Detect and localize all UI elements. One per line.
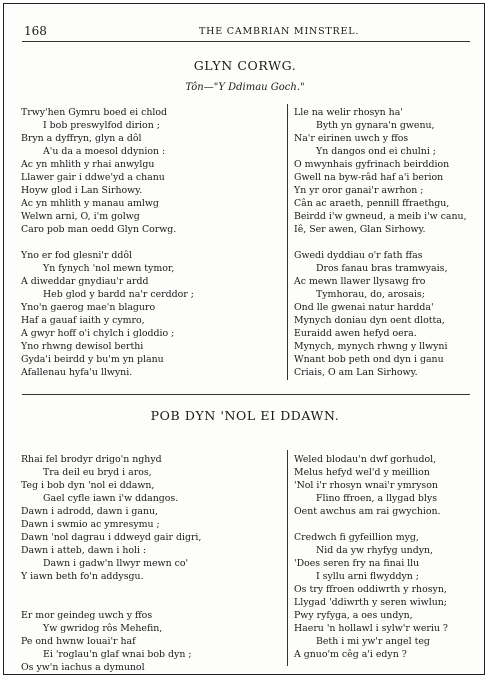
poem-line: Ei 'roglau'n glaf wnai bob dyn ;: [43, 649, 192, 660]
poem-line: Er mor geindeg uwch y ffos: [21, 610, 153, 621]
song-tune: Tôn—"Y Ddimau Goch.": [185, 82, 305, 93]
poem-line: Yn yr oror ganai'r awrhon ;: [294, 185, 424, 196]
poem-line: Caro pob man oedd Glyn Corwg.: [21, 224, 177, 235]
poem-line: Oent awchus am rai gwychion.: [294, 506, 441, 517]
poem-line: Dros fanau bras tramwyais,: [316, 263, 448, 274]
stanza-break: [21, 583, 201, 596]
poem-line: A gnuo'm cêg a'i edyn ?: [294, 649, 407, 660]
poem-line: Dawn i adrodd, dawn i ganu,: [21, 506, 159, 517]
poem-line: Ac mewn llawer llysawg fro: [294, 276, 426, 287]
header-rule: [22, 41, 470, 42]
running-title: THE CAMBRIAN MINSTREL.: [199, 26, 360, 37]
poem-line: Yno er fod glesni'r ddôl: [21, 250, 133, 261]
poem-line: O mwynhais gyfrinach beirddion: [294, 159, 450, 170]
poem-line: Pwy ryfyga, a oes undyn,: [294, 610, 413, 621]
song2-right-column: [294, 453, 448, 661]
poem-line: Nid da yw rhyfyg undyn,: [316, 545, 434, 556]
stanza-break: [21, 596, 201, 609]
poem-line: Gwell na byw-râd haf a'i berion: [294, 172, 444, 183]
poem-line: Cân ac araeth, pennill ffraethgu,: [294, 198, 450, 209]
poem-line: A gwyr hoff o'i chylch i gloddio ;: [21, 328, 175, 339]
poem-line: Heb glod y bardd na'r cerddor ;: [43, 289, 194, 300]
poem-line: Wnant bob peth ond dyn i ganu: [294, 354, 444, 365]
poem-line: Na'r eirinen uwch y ffos: [294, 133, 409, 144]
book-page: [3, 3, 485, 675]
poem-line: Ac yn mhlith y rhai anwylgu: [21, 159, 155, 170]
poem-line: Beirdd i'w gwneud, a meib i'w canu,: [294, 211, 467, 222]
poem-line: Melus hefyd wel'd y meillion: [294, 467, 430, 478]
poem-line: Os yw'n iachus a dymunol: [21, 662, 145, 673]
poem-line: Dawn i atteb, dawn i holi :: [21, 545, 147, 556]
poem-line: A'u da a moesol ddynion :: [43, 146, 166, 157]
poem-line: Welwn arni, O, i'm golwg: [21, 211, 140, 222]
poem-line: Weled blodau'n dwf gorhudol,: [294, 454, 437, 465]
poem-line: Flino ffroen, a llygad blys: [316, 493, 438, 504]
poem-line: Ond lle gwenai natur hardda': [294, 302, 434, 313]
poem-line: Llygad 'ddiwrth y seren wiwlun;: [294, 597, 447, 608]
poem-line: Euraidd awen hefyd oera.: [294, 328, 417, 339]
poem-line: Dawn i swmio ac ymresymu ;: [21, 519, 160, 530]
poem-line: Haeru 'n hollawl i sylw'r weriu ?: [294, 623, 448, 634]
poem-line: Mynych doniau dyn oent dlotta,: [294, 315, 445, 326]
page-number: 168: [24, 24, 47, 38]
stanza-break: [294, 518, 448, 531]
poem-line: Bryn a dyffryn, glyn a dôl: [21, 133, 142, 144]
section-rule: [22, 394, 470, 395]
song1-right-column: [294, 106, 467, 379]
song1-left-column: [21, 106, 194, 379]
poem-line: Mynych, mynych rhwng y llwyni: [294, 341, 448, 352]
song-title-glyn-corwg: GLYN CORWG.: [193, 58, 297, 73]
poem-line: Yn fynych 'nol mewn tymor,: [43, 263, 175, 274]
poem-line: Rhai fel brodyr drigo'n nghyd: [21, 454, 162, 465]
poem-line: I bob preswylfod dirion ;: [43, 120, 160, 131]
stanza-break: [21, 236, 194, 249]
song1-column-divider: [287, 104, 288, 380]
poem-line: Tymhorau, do, arosais;: [316, 289, 425, 300]
poem-line: Hoyw glod i Lan Sirhowy.: [21, 185, 143, 196]
poem-line: Byth yn gynara'n gwenu,: [316, 120, 435, 131]
poem-line: Credwch fi gyfeillion myg,: [294, 532, 419, 543]
poem-line: Yno rhwng dewisol berthi: [21, 341, 144, 352]
poem-line: Pe ond hwnw louai'r haf: [21, 636, 136, 647]
poem-line: Iê, Ser awen, Glan Sirhowy.: [294, 224, 426, 235]
poem-line: Gyda'i beirdd y bu'm yn planu: [21, 354, 164, 365]
song2-left-column: [21, 453, 201, 674]
poem-line: 'Does seren fry na finai llu: [294, 558, 420, 569]
poem-line: Llawer gair i ddwe'yd a chanu: [21, 172, 165, 183]
poem-line: 'Nol i'r rhosyn wnai'r ymryson: [294, 480, 438, 491]
poem-line: Lle na welir rhosyn ha': [294, 107, 403, 118]
poem-line: Teg i bob dyn 'nol ei ddawn,: [21, 480, 155, 491]
poem-line: Afallenau hyfa'u llwyni.: [21, 367, 133, 378]
poem-line: Criais, O am Lan Sirhowy.: [294, 367, 418, 378]
poem-line: Haf a gauaf iaith y cymro,: [21, 315, 145, 326]
stanza-break: [294, 236, 467, 249]
poem-line: Gwedi dyddiau o'r fath ffas: [294, 250, 423, 261]
poem-line: Dawn 'nol dagrau i ddweyd gair digri,: [21, 532, 202, 543]
poem-line: Yno'n gaerog mae'n blaguro: [21, 302, 156, 313]
song2-column-divider: [287, 450, 288, 666]
poem-line: Y iawn beth fo'n addysgu.: [21, 571, 144, 582]
poem-line: Ac yn mhlith y manau amlwg: [21, 198, 159, 209]
poem-line: Tra deil eu bryd i aros,: [43, 467, 152, 478]
poem-line: A diweddar gnydiau'r ardd: [21, 276, 149, 287]
song-title-pob-dyn: POB DYN 'NOL EI DDAWN.: [150, 408, 340, 423]
poem-line: Yn dangos ond ei chulni ;: [316, 146, 436, 157]
poem-line: Dawn i gadw'n llwyr mewn co': [43, 558, 189, 569]
poem-line: Trwy'hen Gymru boed ei chlod: [21, 107, 168, 118]
poem-line: Beth i mi yw'r angel teg: [316, 636, 430, 647]
poem-line: Os try ffroen oddiwrth y rhosyn,: [294, 584, 447, 595]
poem-line: Yw gwridog rôs Mehefin,: [43, 623, 163, 634]
poem-line: Gael cyfle iawn i'w ddangos.: [43, 493, 179, 504]
poem-line: I syllu arni flwyddyn ;: [316, 571, 419, 582]
